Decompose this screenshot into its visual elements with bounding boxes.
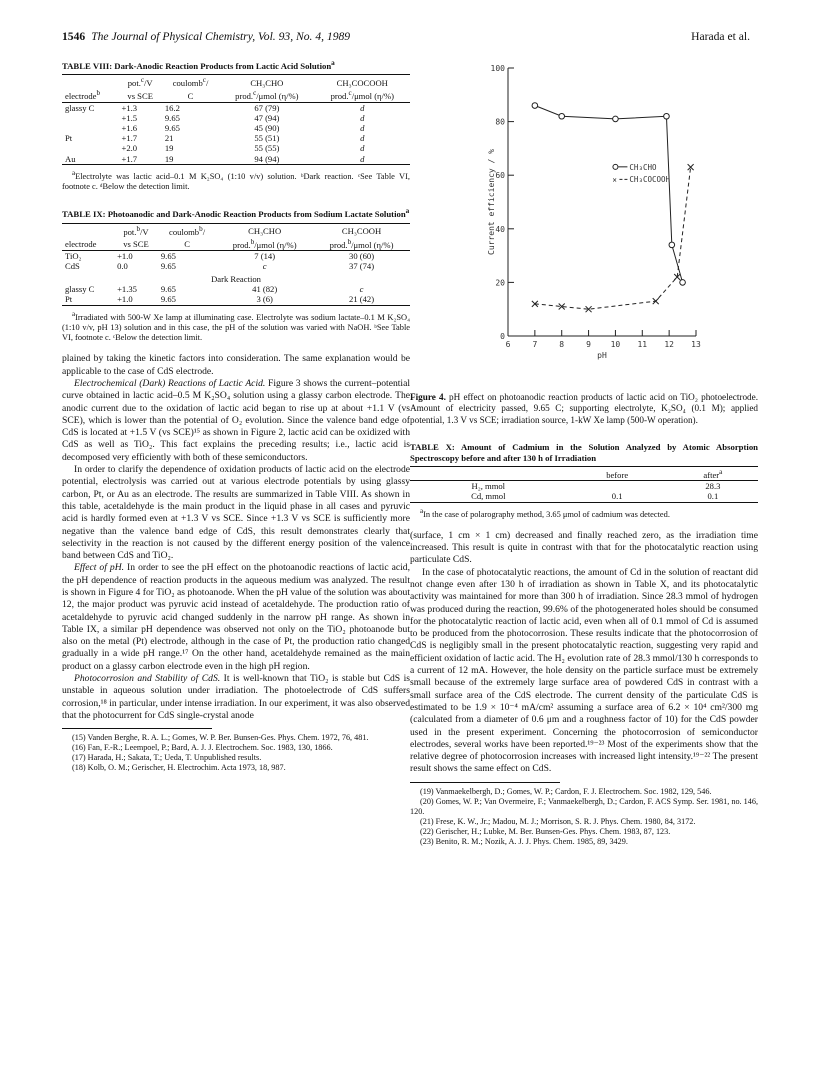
table9: pot.$^b$/V coulomb$^b$/ CH₃CHO CH₃COOH electrode vs SCE C prod.$^b$/μmol (η/%) prod.$^b$/μmol (η/%) TiO₂ +1.0 9.65 7 (14) 30 (60) CdS 0.0 9.65 c 37 (74) Dark Reaction glassy C +1.35 9.65 41 (82) c Pt +1.0 9.65 3 (6) 21 (42) (62, 223, 410, 306)
reference: (17) Harada, H.; Sakata, T.; Ueda, T. Unpublished results. (72, 753, 262, 763)
data-point-ch3cho (664, 113, 670, 119)
table-row: Cd, mmol 0.1 0.1 (410, 491, 758, 502)
x-tick-label: 10 (610, 340, 621, 349)
table-row: glassy C +1.35 9.65 41 (82) c (65, 284, 364, 295)
paragraph: Photocorrosion and Stability of CdS. It is well-known that TiO₂ is stable but CdS is unstable in aqueous solution under irradiation. The photoelectrode of CdS suffers corrosion,¹⁸ in particular, under intense irradiation. In our experiment, it was also observed that the photocurrent for CdS single-crystal anode (62, 673, 411, 721)
data-point-ch3cho (669, 242, 675, 248)
reference: (21) Frese, K. W., Jr.; Madou, M. J.; Morrison, S. R. J. Phys. Chem. 1980, 84, 3172. (420, 816, 696, 826)
data-point-ch3cho (559, 113, 565, 119)
x-tick-label: 13 (691, 340, 701, 349)
x-tick-label: 9 (586, 340, 591, 349)
paragraph: In order to clarify the dependence of oxidation products of lactic acid on the electrode potential, electrolysis was carried out at various electrode potentials by using glassy carbon, Pt, or Au as an electrode. The results are summarized in Table VIII. As shown in this table, acetaldehyde is the main product in the liquid phase in all cases and pyruvic acid is hardly formed even at +1.3 V vs SCE. Since +1.3 V vs SCE is sufficiently more negative than the valence band edge of CdS, this result demonstrates clearly that selectivity in the reaction is not caused by the different energy position of the valence band between CdS and TiO₂. (62, 464, 410, 562)
y-tick-label: 40 (495, 224, 505, 234)
running-header-left (62, 30, 350, 43)
table-row: +1.5 9.65 47 (94) d (121, 112, 365, 123)
y-tick-label: 60 (495, 171, 505, 181)
page-number: 1546 (62, 30, 86, 43)
paragraph: (surface, 1 cm × 1 cm) decreased and finally reached zero, as the irradiation time increased. This result is quite in contrast with that for the photocatalytic reaction using particulate CdS. (410, 529, 758, 566)
series-line-ch3cocooh (535, 167, 691, 309)
data-point-ch3cho (613, 116, 619, 122)
table10-footnote: $^a$In the case of polarography method, 3.65 μmol of cadmium was detected. (420, 506, 670, 519)
y-tick-label: 100 (490, 64, 505, 73)
table10: before after$^a$ H₂, mmol 28.3 Cd, mmol 0.1 0.1 (410, 466, 758, 502)
table-row: TiO₂ +1.0 9.65 7 (14) 30 (60) (65, 250, 375, 261)
references-right (410, 787, 758, 847)
legend-marker-ch3cho (613, 164, 618, 169)
table-row: CdS 0.0 9.65 c 37 (74) (65, 260, 375, 271)
x-tick-label: 6 (505, 340, 511, 349)
reference: (15) Vanden Berghe, R. A. L.; Gomes, W. P. Ber. Bunsen-Ges. Phys. Chem. 1972, 76, 481. (72, 733, 369, 743)
table-row: Pt +1.0 9.65 3 (6) 21 (42) (62, 294, 410, 305)
left-body-text (62, 353, 410, 722)
running-header-authors: Harada et al. (691, 30, 750, 43)
reference: (22) Gerischer, H.; Lubke, M. Ber. Bunsen-Ges. Phys. Chem. 1983, 87, 123. (420, 826, 671, 836)
x-tick-label: 12 (664, 340, 674, 349)
paragraph: In the case of photocatalytic reactions, the amount of Cd in the solution of reactant did not change even after 130 h of irradiation as shown in Table X, and its photocatalytic activity was maintained for more than 300 h of irradiation. Since 28.3 mmol of hydrogen was produced during the reaction, 99.6% of the photogenerated holes should be consumed for the photocatalytic reaction of lactic acid, even when all of 0.1 mmol of Cd is assumed to be produced from the photocorrosion. These results indicate that the photocorrosion of CdS is negligibly small in the present photocatalytic reaction, suggesting very rapid and efficient oxidation of lactic acid. The H₂ evolution rate of 28.3 mmol/130 h corresponds to a current of 12 mA. However, the hole density on the particle surface must be extremely small because of the extremely large surface area of powdered CdS in contrast with a small surface area of the CdS electrode. The current density of the particulate CdS is estimated to be 1.9 × 10⁻⁴ mA/cm² assuming a surface area of 6.2 × 10⁴ cm²/300 mg (calculated from a diameter of 0.6 μm and a roughness factor of 10) for the CdS powder used in the present experiment. Concerning the photocorrosion of semiconductor electrodes, several works have been reported.¹⁹⁻²³ Most of the experiments show that the relative degree of photocorrosion increases with increased light intensity.¹⁹⁻²² The present result shows the same effect on CdS. (410, 566, 758, 775)
x-tick-label: 8 (559, 340, 565, 349)
journal-title: The Journal of Physical Chemistry, Vol. 93, No. 4, 1989 (91, 30, 351, 43)
reference: (16) Fan, F.-R.; Leempoel, P.; Bard, A. J. J. Electrochem. Soc. 1983, 130, 1866. (72, 743, 333, 753)
left-column (62, 58, 410, 773)
right-column (410, 392, 758, 847)
figure4-chart (478, 60, 718, 380)
table-row: Pt +1.7 21 55 (51) d (65, 133, 365, 144)
reference: (23) Benito, R. M.; Nozik, A. J. J. Phys. Chem. 1985, 89, 3429. (420, 836, 628, 846)
reference: (18) Kolb, O. M.; Gerischer, H. Electrochim. Acta 1973, 18, 987. (72, 763, 286, 773)
figure4-caption: Figure 4. pH effect on photoanodic reaction products of lactic acid on TiO₂ photoelectrode. Amount of electricity passed, 9.65 C; supporting electrolyte, K₂SO₄ (0.1 M); applied potential, 1.3 V vs SCE; irradiation source, 1-kW Xe lamp (500-W operation). (410, 392, 759, 425)
y-tick-label: 80 (495, 117, 505, 127)
footnote-divider (410, 782, 560, 783)
paragraph: Effect of pH. In order to see the pH effect on the photoanodic reactions of lactic acid, the pH dependence of reaction products in the aqueous medium was analyzed. The result is shown in Figure 4 for TiO₂ as photoanode. When the pH value of the solution was about 12, the major product was pyruvic acid instead of acetaldehyde. The production ratio of acetaldehyde to pyruvic acid changed suddenly in the narrow pH range. As shown in Table IX, a similar pH dependence was observed not only on the TiO₂ photoanode but also on the metal (Pt) electrode, although in the case of Pt, the production ratio changed gradually in a wide pH range.¹⁷ On the other hand, acetaldehyde remained as the main product on a glassy carbon electrode even in the high pH region. (62, 562, 410, 672)
table8: pot.$^c$/V coulomb$^c$/ CH₃CHO CH₃COCOOH electrode$^b$ vs SCE C prod.$^c$/μmol (η/%) prod.$^c$/μmol (η/%) glassy C +1.3 16.2 67 (79) d +1.5 9.65 47 (94) d +1.6 9.65 45 (90) d Pt +1.7 21 55 (51) d +2.0 19 55 (55) d Au +1.7 19 94 (94) d (62, 74, 410, 164)
series-line-ch3cho (535, 106, 683, 283)
y-tick-label: 20 (495, 278, 505, 288)
table-row: Au +1.7 19 94 (94) d (62, 154, 410, 165)
paragraph: plained by taking the kinetic factors into consideration. The same explanation would be applicable to the case of CdS electrode. (62, 353, 410, 377)
table9-footnote: $^a$Irradiated with 500-W Xe lamp at illuminating case. Electrolyte was sodium lactate–0.1 M K₂SO₄ (1:10 v/v, pH 13) solution and in this case, the pH of the solution was varied with NaOH. ᵇSee Table VI, footnote c. ᶜBelow the detection limit. (62, 309, 410, 343)
table-row: glassy C +1.3 16.2 67 (79) d (65, 102, 365, 113)
dark-reaction-label: Dark Reaction (211, 274, 261, 285)
data-point-ch3cho (680, 280, 686, 286)
footnote-divider (62, 728, 212, 729)
x-tick-label: 11 (637, 340, 648, 349)
y-axis-label: Current efficiency / % (487, 149, 496, 255)
table-row: +2.0 19 55 (55) d (121, 143, 365, 154)
figure4-svg (478, 60, 718, 380)
table10-caption: TABLE X: Amount of Cadmium in the Solution Analyzed by Atomic Absorption Spectroscopy before and after 130 h of Irradiation (410, 442, 758, 463)
legend-marker-ch3cocooh: × (612, 175, 617, 185)
table-row: +1.6 9.65 45 (90) d (121, 122, 365, 133)
reference: (19) Vanmaekelbergh, D.; Gomes, W. P.; Cardon, F. J. Electrochem. Soc. 1982, 129, 546. (420, 786, 712, 796)
table8-footnote: $^a$Electrolyte was lactic acid–0.1 M K₂SO₄ (1:10 v/v) solution. ᵇDark reaction. ᶜSee Table VI, footnote c. ᵈBelow the detection limit. (62, 168, 410, 191)
table9-caption: TABLE IX: Photoanodic and Dark-Anodic Reaction Products from Sodium Lactate Solution$^a$ (62, 207, 410, 220)
legend-label-ch3cho: CH₃CHO (629, 162, 657, 172)
paragraph: Electrochemical (Dark) Reactions of Lactic Acid. Figure 3 shows the current–potential curve obtained in lactic acid–0.5 M K₂SO₄ solution using a glassy carbon electrode. The anodic current due to the oxidation of lactic acid began to rise up at about +1.1 V (vs SCE), which is lower than the potential of O₂ evolution. Since the valence band edge of CdS is located at +1.5 V (vs SCE)¹⁵ as shown in Figure 2, lactic acid can be oxidized with CdS as well as TiO₂. This fact explains the preceding results; i.e., lactic acid is decomposed very efficiently with both of these semiconductors. (62, 377, 411, 463)
data-point-ch3cho (532, 103, 538, 109)
table8-caption: TABLE VIII: Dark-Anodic Reaction Products from Lactic Acid Solution$^a$ (62, 59, 335, 71)
x-tick-label: 7 (532, 340, 538, 349)
y-tick-label: 0 (500, 332, 505, 341)
right-body-text (410, 530, 758, 776)
references-left (62, 733, 410, 773)
x-axis-label: pH (597, 351, 607, 360)
table-row: H₂, mmol 28.3 (471, 481, 721, 492)
reference: (20) Gomes, W. P.; Van Overmeire, F.; Vanmaekelbergh, D.; Cardon, F. ACS Symp. Ser. 1981, no. 146, 120. (410, 796, 758, 816)
legend-label-ch3cocooh: CH₃COCOOH (629, 174, 671, 184)
